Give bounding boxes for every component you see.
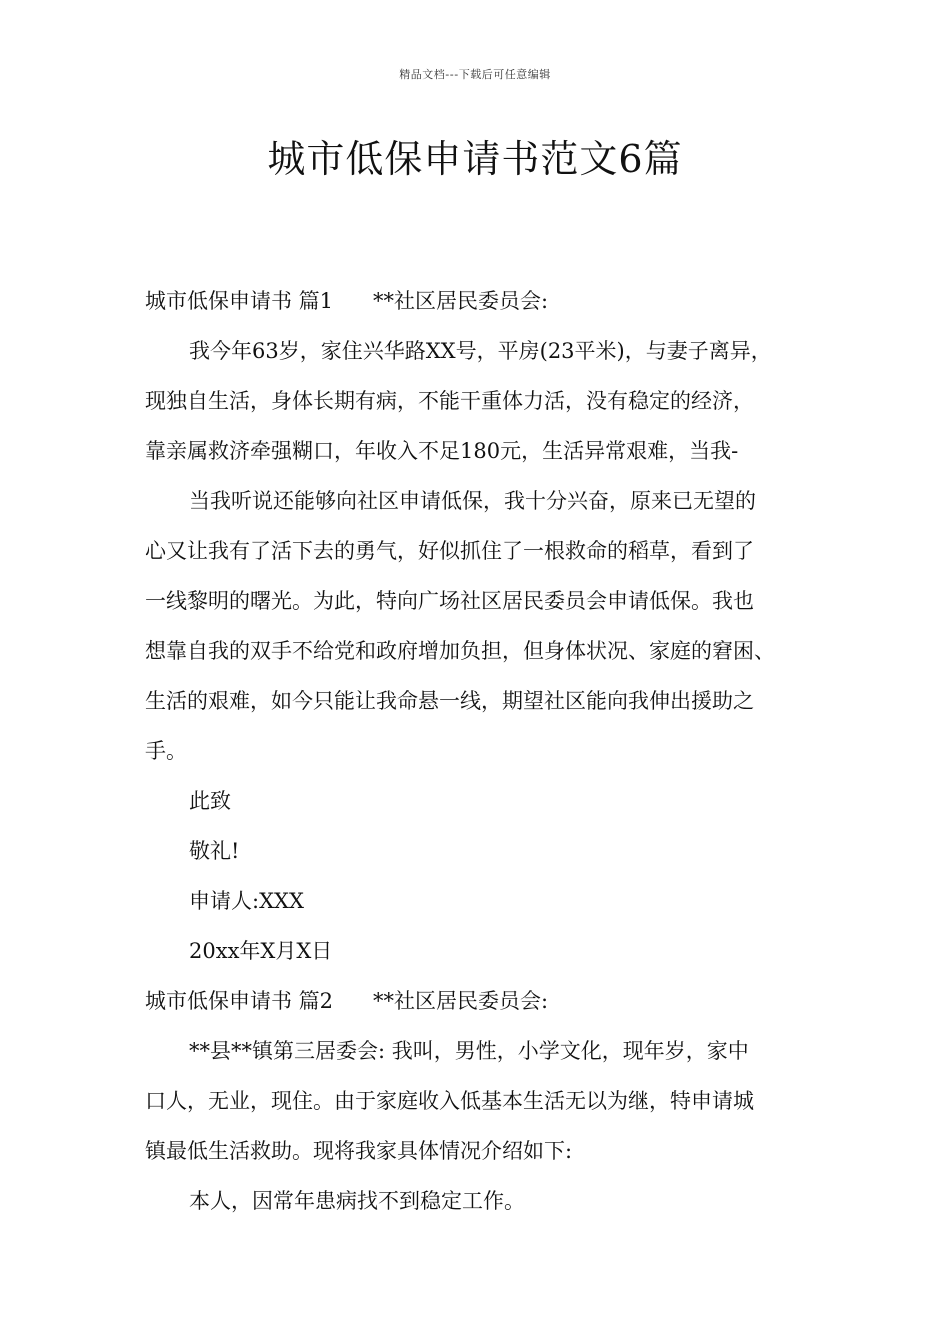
paragraph-line: 想靠自我的双手不给党和政府增加负担，但身体状况、家庭的窘困、: [145, 639, 775, 663]
section-label: 城市低保申请书 篇2: [145, 989, 334, 1013]
applicant-signature: 申请人:XXX: [189, 889, 304, 913]
paragraph-line: 靠亲属救济牵强糊口，年收入不足180元，生活异常艰难，当我-: [145, 439, 739, 463]
paragraph-line: 我今年63岁，家住兴华路XX号，平房(23平米)，与妻子离异，: [189, 339, 772, 363]
paragraph-line: 现独自生活，身体长期有病，不能干重体力活，没有稳定的经济，: [145, 389, 754, 413]
page-header-note: 精品文档---下载后可任意编辑: [399, 68, 551, 81]
closing-salutation: 此致: [189, 789, 231, 813]
closing-regards: 敬礼!: [189, 839, 240, 863]
document-body: [145, 276, 825, 1226]
application-date: 20xx年X月X日: [189, 939, 333, 963]
section-label: 城市低保申请书 篇1: [145, 289, 334, 313]
section-heading: [145, 276, 825, 326]
paragraph-line: 手。: [145, 739, 187, 763]
section-addressee: **社区居民委员会:: [373, 989, 549, 1013]
document-title: 城市低保申请书范文6篇: [267, 137, 683, 181]
paragraph-line: **县**镇第三居委会: 我叫，男性，小学文化，现年岁，家中: [189, 1039, 749, 1063]
paragraph-line: 一线黎明的曙光。为此，特向广场社区居民委员会申请低保。我也: [145, 589, 754, 613]
paragraph-line: 本人，因常年患病找不到稳定工作。: [189, 1189, 525, 1213]
section-addressee: **社区居民委员会:: [373, 289, 549, 313]
paragraph-line: 生活的艰难，如今只能让我命悬一线，期望社区能向我伸出援助之: [145, 689, 754, 713]
paragraph-line: 镇最低生活救助。现将我家具体情况介绍如下:: [145, 1139, 573, 1163]
section-heading: [145, 976, 825, 1026]
paragraph-line: 心又让我有了活下去的勇气，好似抓住了一根救命的稻草，看到了: [145, 539, 754, 563]
paragraph-line: 当我听说还能够向社区申请低保，我十分兴奋，原来已无望的: [189, 489, 756, 513]
paragraph-line: 口人，无业，现住。由于家庭收入低基本生活无以为继，特申请城: [145, 1089, 754, 1113]
